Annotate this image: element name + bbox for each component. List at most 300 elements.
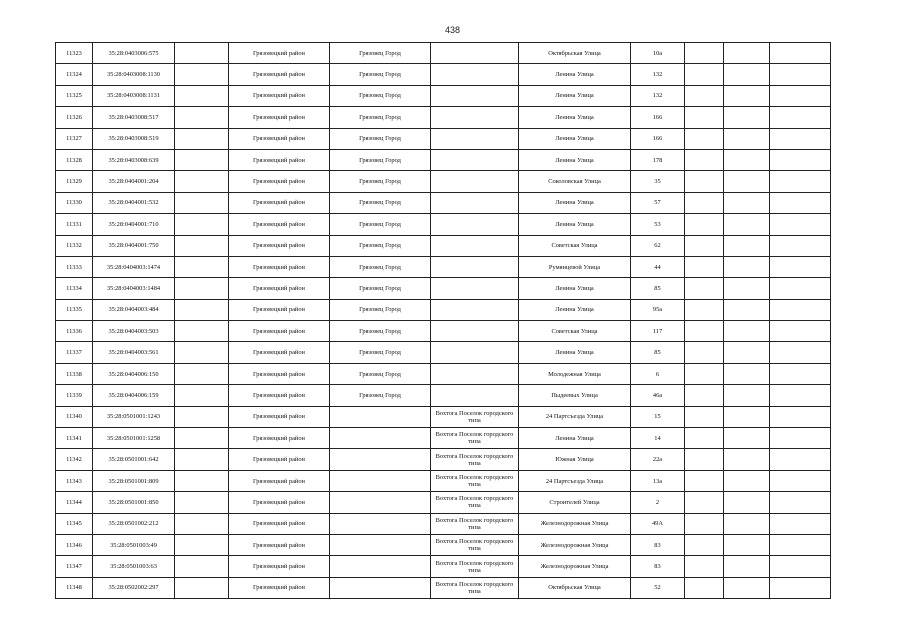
- district-cell: Грязовецкий район: [229, 556, 330, 577]
- district-cell: Грязовецкий район: [229, 577, 330, 598]
- table-row: [56, 342, 831, 363]
- blank-cell-3: [770, 577, 831, 598]
- house-number-cell: 166: [631, 107, 685, 128]
- extra-cell: [175, 235, 229, 256]
- district-cell: Грязовецкий район: [229, 107, 330, 128]
- table-row: [56, 107, 831, 128]
- street-cell: Ленина Улица: [519, 428, 631, 449]
- settlement-cell: Вохтога Поселок городского типа: [431, 556, 519, 577]
- settlement-cell: [431, 64, 519, 85]
- blank-cell-2: [724, 107, 770, 128]
- blank-cell-3: [770, 278, 831, 299]
- blank-cell-2: [724, 449, 770, 470]
- house-number-cell: 53: [631, 214, 685, 235]
- cadastral-number-cell: 35:28:0404003:484: [93, 299, 175, 320]
- district-cell: Грязовецкий район: [229, 278, 330, 299]
- blank-cell-2: [724, 85, 770, 106]
- blank-cell-3: [770, 342, 831, 363]
- district-cell: Грязовецкий район: [229, 192, 330, 213]
- house-number-cell: 46а: [631, 385, 685, 406]
- blank-cell-2: [724, 321, 770, 342]
- blank-cell-1: [685, 171, 724, 192]
- house-number-cell: 14: [631, 428, 685, 449]
- blank-cell-3: [770, 428, 831, 449]
- extra-cell: [175, 278, 229, 299]
- house-number-cell: 57: [631, 192, 685, 213]
- settlement-cell: [431, 171, 519, 192]
- cadastral-number-cell: 35:28:0502002:297: [93, 577, 175, 598]
- settlement-cell: [431, 278, 519, 299]
- city-cell: [330, 406, 431, 427]
- extra-cell: [175, 513, 229, 534]
- street-cell: Ленина Улица: [519, 299, 631, 320]
- street-cell: Железнодорожная Улица: [519, 556, 631, 577]
- row-number-cell: 11336: [56, 321, 93, 342]
- settlement-cell: Вохтога Поселок городского типа: [431, 406, 519, 427]
- district-cell: Грязовецкий район: [229, 321, 330, 342]
- blank-cell-1: [685, 449, 724, 470]
- house-number-cell: 2: [631, 492, 685, 513]
- row-number-cell: 11334: [56, 278, 93, 299]
- settlement-cell: [431, 256, 519, 277]
- table-row: [56, 128, 831, 149]
- house-number-cell: 132: [631, 64, 685, 85]
- house-number-cell: 117: [631, 321, 685, 342]
- blank-cell-1: [685, 256, 724, 277]
- blank-cell-2: [724, 192, 770, 213]
- table-row: [56, 192, 831, 213]
- table-row: [56, 577, 831, 598]
- blank-cell-2: [724, 256, 770, 277]
- extra-cell: [175, 192, 229, 213]
- table-row: [56, 449, 831, 470]
- blank-cell-3: [770, 85, 831, 106]
- house-number-cell: 52: [631, 577, 685, 598]
- street-cell: Строителей Улица: [519, 492, 631, 513]
- house-number-cell: 178: [631, 149, 685, 170]
- district-cell: Грязовецкий район: [229, 214, 330, 235]
- city-cell: [330, 534, 431, 555]
- table-row: [56, 85, 831, 106]
- blank-cell-1: [685, 534, 724, 555]
- blank-cell-2: [724, 428, 770, 449]
- district-cell: Грязовецкий район: [229, 363, 330, 384]
- street-cell: Ленина Улица: [519, 107, 631, 128]
- house-number-cell: 13а: [631, 470, 685, 491]
- blank-cell-1: [685, 299, 724, 320]
- extra-cell: [175, 385, 229, 406]
- city-cell: Грязовец Город: [330, 149, 431, 170]
- table-row: [56, 513, 831, 534]
- row-number-cell: 11325: [56, 85, 93, 106]
- blank-cell-2: [724, 470, 770, 491]
- blank-cell-1: [685, 128, 724, 149]
- street-cell: Румянцевой Улица: [519, 256, 631, 277]
- blank-cell-2: [724, 492, 770, 513]
- cadastral-number-cell: 35:28:0404006:159: [93, 385, 175, 406]
- cadastral-number-cell: 35:28:0501003:63: [93, 556, 175, 577]
- city-cell: Грязовец Город: [330, 192, 431, 213]
- blank-cell-2: [724, 577, 770, 598]
- blank-cell-3: [770, 449, 831, 470]
- cadastral-number-cell: 35:28:0404006:150: [93, 363, 175, 384]
- street-cell: Ленина Улица: [519, 85, 631, 106]
- blank-cell-2: [724, 534, 770, 555]
- blank-cell-2: [724, 214, 770, 235]
- city-cell: Грязовец Город: [330, 85, 431, 106]
- street-cell: Ленина Улица: [519, 149, 631, 170]
- blank-cell-3: [770, 171, 831, 192]
- table-row: [56, 214, 831, 235]
- row-number-cell: 11340: [56, 406, 93, 427]
- blank-cell-2: [724, 128, 770, 149]
- cadastral-number-cell: 35:28:0404003:1484: [93, 278, 175, 299]
- street-cell: Ленина Улица: [519, 128, 631, 149]
- district-cell: Грязовецкий район: [229, 428, 330, 449]
- district-cell: Грязовецкий район: [229, 534, 330, 555]
- blank-cell-1: [685, 107, 724, 128]
- city-cell: [330, 556, 431, 577]
- city-cell: Грязовец Город: [330, 321, 431, 342]
- city-cell: Грязовец Город: [330, 299, 431, 320]
- settlement-cell: [431, 192, 519, 213]
- registry-body: [56, 43, 831, 599]
- blank-cell-2: [724, 149, 770, 170]
- table-row: [56, 149, 831, 170]
- blank-cell-1: [685, 556, 724, 577]
- cadastral-number-cell: 35:28:0404001:532: [93, 192, 175, 213]
- settlement-cell: [431, 85, 519, 106]
- blank-cell-3: [770, 406, 831, 427]
- blank-cell-1: [685, 192, 724, 213]
- table-row: [56, 556, 831, 577]
- extra-cell: [175, 64, 229, 85]
- row-number-cell: 11329: [56, 171, 93, 192]
- blank-cell-1: [685, 85, 724, 106]
- city-cell: Грязовец Город: [330, 171, 431, 192]
- row-number-cell: 11326: [56, 107, 93, 128]
- blank-cell-2: [724, 64, 770, 85]
- cadastral-number-cell: 35:28:0404001:750: [93, 235, 175, 256]
- extra-cell: [175, 428, 229, 449]
- blank-cell-1: [685, 149, 724, 170]
- table-row: [56, 492, 831, 513]
- street-cell: Железнодорожная Улица: [519, 534, 631, 555]
- blank-cell-1: [685, 385, 724, 406]
- row-number-cell: 11344: [56, 492, 93, 513]
- house-number-cell: 85: [631, 278, 685, 299]
- city-cell: Грязовец Город: [330, 385, 431, 406]
- table-row: [56, 321, 831, 342]
- registry-table: [55, 42, 831, 599]
- blank-cell-2: [724, 556, 770, 577]
- house-number-cell: 49А: [631, 513, 685, 534]
- blank-cell-3: [770, 107, 831, 128]
- district-cell: Грязовецкий район: [229, 513, 330, 534]
- city-cell: [330, 513, 431, 534]
- street-cell: Советская Улица: [519, 321, 631, 342]
- district-cell: Грязовецкий район: [229, 85, 330, 106]
- street-cell: Ленина Улица: [519, 192, 631, 213]
- blank-cell-3: [770, 513, 831, 534]
- street-cell: Октябрьская Улица: [519, 577, 631, 598]
- cadastral-number-cell: 35:28:0501003:49: [93, 534, 175, 555]
- house-number-cell: 83: [631, 556, 685, 577]
- extra-cell: [175, 149, 229, 170]
- blank-cell-1: [685, 492, 724, 513]
- extra-cell: [175, 577, 229, 598]
- row-number-cell: 11345: [56, 513, 93, 534]
- settlement-cell: [431, 235, 519, 256]
- cadastral-number-cell: 35:28:0501001:809: [93, 470, 175, 491]
- street-cell: Железнодорожная Улица: [519, 513, 631, 534]
- settlement-cell: [431, 385, 519, 406]
- cadastral-number-cell: 35:28:0403008:519: [93, 128, 175, 149]
- city-cell: Грязовец Город: [330, 235, 431, 256]
- district-cell: Грязовецкий район: [229, 406, 330, 427]
- cadastral-number-cell: 35:28:0404003:503: [93, 321, 175, 342]
- page-number: 438: [444, 25, 461, 35]
- house-number-cell: 95а: [631, 299, 685, 320]
- extra-cell: [175, 128, 229, 149]
- extra-cell: [175, 342, 229, 363]
- blank-cell-1: [685, 43, 724, 64]
- cadastral-number-cell: 35:28:0501001:642: [93, 449, 175, 470]
- settlement-cell: [431, 107, 519, 128]
- settlement-cell: Вохтога Поселок городского типа: [431, 428, 519, 449]
- district-cell: Грязовецкий район: [229, 235, 330, 256]
- city-cell: Грязовец Город: [330, 214, 431, 235]
- row-number-cell: 11331: [56, 214, 93, 235]
- cadastral-number-cell: 35:28:0501001:1258: [93, 428, 175, 449]
- district-cell: Грязовецкий район: [229, 299, 330, 320]
- cadastral-number-cell: 35:28:0403008:517: [93, 107, 175, 128]
- blank-cell-2: [724, 513, 770, 534]
- blank-cell-2: [724, 278, 770, 299]
- blank-cell-3: [770, 149, 831, 170]
- row-number-cell: 11333: [56, 256, 93, 277]
- settlement-cell: [431, 128, 519, 149]
- city-cell: [330, 428, 431, 449]
- table-row: [56, 363, 831, 384]
- street-cell: Южная Улица: [519, 449, 631, 470]
- extra-cell: [175, 43, 229, 64]
- cadastral-number-cell: 35:28:0404001:710: [93, 214, 175, 235]
- table-row: [56, 235, 831, 256]
- street-cell: Советская Улица: [519, 235, 631, 256]
- district-cell: Грязовецкий район: [229, 128, 330, 149]
- house-number-cell: 62: [631, 235, 685, 256]
- city-cell: Грязовец Город: [330, 107, 431, 128]
- extra-cell: [175, 107, 229, 128]
- house-number-cell: 15: [631, 406, 685, 427]
- city-cell: [330, 577, 431, 598]
- city-cell: Грязовец Город: [330, 43, 431, 64]
- cadastral-number-cell: 35:28:0501002:212: [93, 513, 175, 534]
- row-number-cell: 11323: [56, 43, 93, 64]
- blank-cell-3: [770, 299, 831, 320]
- blank-cell-1: [685, 513, 724, 534]
- settlement-cell: Вохтога Поселок городского типа: [431, 449, 519, 470]
- blank-cell-3: [770, 214, 831, 235]
- district-cell: Грязовецкий район: [229, 492, 330, 513]
- row-number-cell: 11335: [56, 299, 93, 320]
- row-number-cell: 11346: [56, 534, 93, 555]
- row-number-cell: 11347: [56, 556, 93, 577]
- district-cell: Грязовецкий район: [229, 64, 330, 85]
- blank-cell-3: [770, 492, 831, 513]
- city-cell: [330, 470, 431, 491]
- cadastral-number-cell: 35:28:0403008:1131: [93, 85, 175, 106]
- cadastral-number-cell: 35:28:0404003:561: [93, 342, 175, 363]
- extra-cell: [175, 556, 229, 577]
- row-number-cell: 11341: [56, 428, 93, 449]
- table-row: [56, 385, 831, 406]
- district-cell: Грязовецкий район: [229, 149, 330, 170]
- settlement-cell: Вохтога Поселок городского типа: [431, 470, 519, 491]
- blank-cell-3: [770, 235, 831, 256]
- extra-cell: [175, 363, 229, 384]
- house-number-cell: 44: [631, 256, 685, 277]
- blank-cell-3: [770, 321, 831, 342]
- blank-cell-1: [685, 428, 724, 449]
- row-number-cell: 11338: [56, 363, 93, 384]
- house-number-cell: 83: [631, 534, 685, 555]
- blank-cell-2: [724, 385, 770, 406]
- cadastral-number-cell: 35:28:0403006:575: [93, 43, 175, 64]
- settlement-cell: [431, 149, 519, 170]
- row-number-cell: 11348: [56, 577, 93, 598]
- table-row: [56, 256, 831, 277]
- extra-cell: [175, 449, 229, 470]
- table-row: [56, 43, 831, 64]
- cadastral-number-cell: 35:28:0403008:1130: [93, 64, 175, 85]
- street-cell: Ленина Улица: [519, 278, 631, 299]
- street-cell: Ленина Улица: [519, 342, 631, 363]
- table-row: [56, 64, 831, 85]
- extra-cell: [175, 492, 229, 513]
- extra-cell: [175, 299, 229, 320]
- blank-cell-2: [724, 363, 770, 384]
- blank-cell-2: [724, 342, 770, 363]
- settlement-cell: Вохтога Поселок городского типа: [431, 534, 519, 555]
- row-number-cell: 11339: [56, 385, 93, 406]
- blank-cell-2: [724, 43, 770, 64]
- street-cell: Пыдеевых Улица: [519, 385, 631, 406]
- city-cell: Грязовец Город: [330, 342, 431, 363]
- blank-cell-2: [724, 235, 770, 256]
- blank-cell-1: [685, 64, 724, 85]
- district-cell: Грязовецкий район: [229, 449, 330, 470]
- city-cell: Грязовец Город: [330, 256, 431, 277]
- street-cell: Ленина Улица: [519, 64, 631, 85]
- settlement-cell: [431, 321, 519, 342]
- cadastral-number-cell: 35:28:0403008:639: [93, 149, 175, 170]
- row-number-cell: 11332: [56, 235, 93, 256]
- blank-cell-3: [770, 256, 831, 277]
- district-cell: Грязовецкий район: [229, 171, 330, 192]
- row-number-cell: 11342: [56, 449, 93, 470]
- settlement-cell: [431, 214, 519, 235]
- house-number-cell: 22а: [631, 449, 685, 470]
- blank-cell-1: [685, 363, 724, 384]
- row-number-cell: 11327: [56, 128, 93, 149]
- row-number-cell: 11343: [56, 470, 93, 491]
- table-row: [56, 299, 831, 320]
- blank-cell-1: [685, 278, 724, 299]
- row-number-cell: 11330: [56, 192, 93, 213]
- extra-cell: [175, 256, 229, 277]
- row-number-cell: 11337: [56, 342, 93, 363]
- blank-cell-1: [685, 470, 724, 491]
- cadastral-number-cell: 35:28:0404001:204: [93, 171, 175, 192]
- table-row: [56, 428, 831, 449]
- blank-cell-2: [724, 406, 770, 427]
- table-row: [56, 406, 831, 427]
- table-row: [56, 534, 831, 555]
- cadastral-number-cell: 35:28:0501001:850: [93, 492, 175, 513]
- settlement-cell: [431, 43, 519, 64]
- street-cell: 24 Партсъезда Улица: [519, 470, 631, 491]
- blank-cell-3: [770, 470, 831, 491]
- blank-cell-3: [770, 128, 831, 149]
- row-number-cell: 11328: [56, 149, 93, 170]
- street-cell: Ленина Улица: [519, 214, 631, 235]
- table-row: [56, 278, 831, 299]
- street-cell: Октябрьская Улица: [519, 43, 631, 64]
- street-cell: Молодежная Улица: [519, 363, 631, 384]
- blank-cell-1: [685, 406, 724, 427]
- district-cell: Грязовецкий район: [229, 256, 330, 277]
- table-row: [56, 470, 831, 491]
- table-row: [56, 171, 831, 192]
- house-number-cell: 85: [631, 342, 685, 363]
- blank-cell-3: [770, 64, 831, 85]
- blank-cell-3: [770, 556, 831, 577]
- extra-cell: [175, 470, 229, 491]
- settlement-cell: [431, 363, 519, 384]
- blank-cell-3: [770, 363, 831, 384]
- blank-cell-3: [770, 385, 831, 406]
- city-cell: [330, 449, 431, 470]
- cadastral-number-cell: 35:28:0501001:1243: [93, 406, 175, 427]
- row-number-cell: 11324: [56, 64, 93, 85]
- blank-cell-1: [685, 235, 724, 256]
- settlement-cell: Вохтога Поселок городского типа: [431, 492, 519, 513]
- house-number-cell: 132: [631, 85, 685, 106]
- blank-cell-1: [685, 214, 724, 235]
- district-cell: Грязовецкий район: [229, 342, 330, 363]
- blank-cell-3: [770, 192, 831, 213]
- cadastral-number-cell: 35:28:0404003:1474: [93, 256, 175, 277]
- city-cell: [330, 492, 431, 513]
- blank-cell-1: [685, 342, 724, 363]
- house-number-cell: 35: [631, 171, 685, 192]
- settlement-cell: [431, 342, 519, 363]
- district-cell: Грязовецкий район: [229, 470, 330, 491]
- street-cell: 24 Партсъезда Улица: [519, 406, 631, 427]
- city-cell: Грязовец Город: [330, 363, 431, 384]
- city-cell: Грязовец Город: [330, 128, 431, 149]
- extra-cell: [175, 171, 229, 192]
- house-number-cell: 10а: [631, 43, 685, 64]
- extra-cell: [175, 214, 229, 235]
- settlement-cell: [431, 299, 519, 320]
- blank-cell-1: [685, 321, 724, 342]
- house-number-cell: 166: [631, 128, 685, 149]
- city-cell: Грязовец Город: [330, 64, 431, 85]
- district-cell: Грязовецкий район: [229, 385, 330, 406]
